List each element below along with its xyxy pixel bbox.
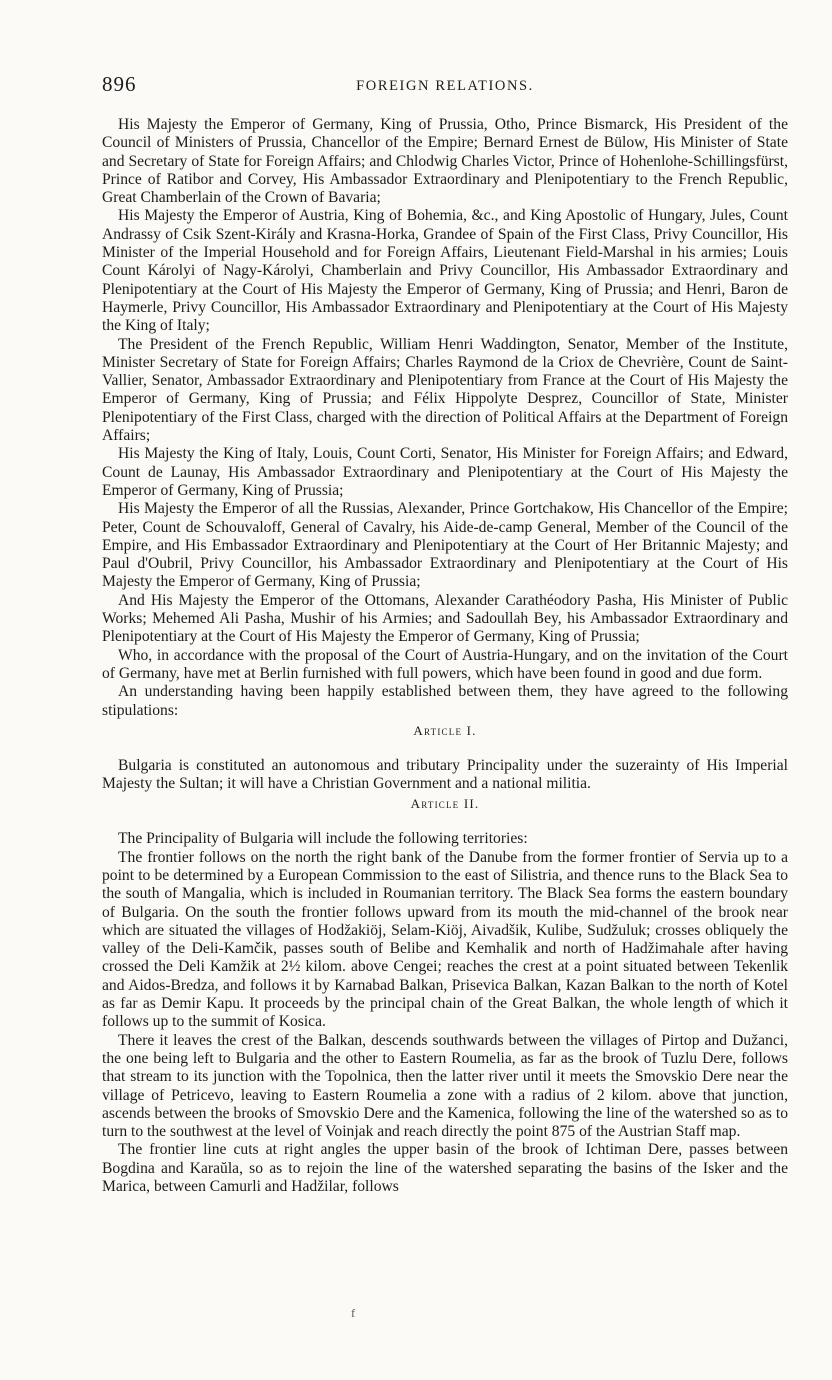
paragraph: His Majesty the Emperor of Austria, King of Bohemia, &c., and King Apostolic of Hungary, Jules, Count Andrassy of Csik Szent-Király and Krasna-Horka, Grandee of Spain of the First Class, Privy Councillor, His Minister of the Imperial Household and for Foreign Affairs, Lieutenant Field-Marshal in his armies; Louis Count Károlyi of Nagy-Károlyi, Chamberlain and Privy Councillor, His Ambassador Extraordinary and Plenipotentiary at the Court of His Majesty the Emperor of Germany, King of Prussia; and Henri, Baron de Haymerle, Privy Councillor, His Ambassador Extraordinary and Plenipotentiary at the Court of His Majesty the King of Italy;: [102, 207, 788, 335]
paragraph: Who, in accordance with the proposal of the Court of Austria-Hungary, and on the invitation of the Court of Germany, have met at Berlin furnished with full powers, which have been found in good and due form.: [102, 646, 788, 682]
paragraph: The frontier follows on the north the right bank of the Danube from the former frontier of Servia up to a point to be determined by a European Commission to the east of Silistria, and thence runs to the Black Sea to the south of Mangalia, which is included in Roumanian territory. The Black Sea forms the eastern boundary of Bulgaria. On the south the frontier follows upward from its mouth the mid-channel of the brook near which are situated the villages of Hodžakiöj, Selam-Kiöj, Aivadšik, Kulibe, Sudžuluk; crosses obliquely the valley of the Deli-Kamčik, passes south of Belibe and Kemhalik and north of Hadžimahale after having crossed the Deli Kamžik at 2½ kilom. above Cengei; reaches the crest at a point situated between Tekenlik and Aidos-Bredza, and follows it by Karnabad Balkan, Prisevica Balkan, Kazan Balkan to the north of Kotel as far as Demir Kapu. It proceeds by the principal chain of the Great Balkan, the whole length of which it follows up to the summit of Kosica.: [102, 848, 788, 1031]
paragraph: The frontier line cuts at right angles the upper basin of the brook of Ichtiman Dere, passes between Bogdina and Karaŭla, so as to rejoin the line of the watershed separating the basins of the Isker and the Marica, between Camurli and Hadžilar, follows: [102, 1141, 788, 1196]
paragraph: Bulgaria is constituted an autonomous and tributary Principality under the suzerainty of His Imperial Majesty the Sultan; it will have a Christian Government and a national militia.: [102, 756, 788, 793]
article-heading: Article II.: [410, 796, 480, 812]
paragraph: There it leaves the crest of the Balkan, descends southwards between the villages of Pirtop and Dužanci, the one being left to Bulgaria and the other to Eastern Roumelia, as far as the brook of Tuzlu Dere, follows that stream to its junction with the Topolnica, then the latter river until it meets the Smovskio Dere near the village of Petricevo, leaving to Eastern Roumelia a zone with a radius of 2 kilom. above that junction, ascends between the brooks of Smovskio Dere and the Kamenica, following the line of the watershed so as to turn to the southwest at the level of Voinjak and reach directly the point 875 of the Austrian Staff map.: [102, 1031, 788, 1141]
article-2: [102, 796, 788, 1196]
page-header: [102, 72, 788, 102]
signature-mark: f: [351, 1306, 355, 1320]
article-1: [102, 723, 788, 794]
preamble: [102, 116, 788, 720]
paragraph: His Majesty the Emperor of Germany, King of Prussia, Otho, Prince Bismarck, His President of the Council of Ministers of Prussia, Chancellor of the Empire; Bernard Ernest de Bülow, His Minister of State and Secretary of State for Foreign Affairs; and Chlodwig Charles Victor, Prince of Hohenlohe-Schillingsfürst, Prince of Ratibor and Corvey, His Ambassador Extraordinary and Plenipotentiary to the French Republic, Great Chamberlain of the Crown of Bavaria;: [102, 116, 788, 207]
article-heading: Article I.: [413, 722, 477, 738]
paragraph: The Principality of Bulgaria will include the following territories:: [118, 830, 528, 848]
page-number: 896: [102, 72, 137, 96]
paragraph: An understanding having been happily established between them, they have agreed to the following stipulations:: [102, 683, 788, 719]
paragraph: His Majesty the King of Italy, Louis, Count Corti, Senator, His Minister for Foreign Affairs; and Edward, Count de Launay, His Ambassador Extraordinary and Plenipotentiary at the Court of His Majesty the Emperor of Germany, King of Prussia;: [102, 445, 788, 499]
paragraph: And His Majesty the Emperor of the Ottomans, Alexander Carathéodory Pasha, His Minister of Public Works; Mehemed Ali Pasha, Mushir of his Armies; and Sadoullah Bey, his Ambassador Extraordinary and Plenipotentiary at the Court of His Majesty the Emperor of Germany, King of Prussia;: [102, 591, 788, 646]
paragraph: The President of the French Republic, William Henri Waddington, Senator, Member of the Institute, Minister Secretary of State for Foreign Affairs; Charles Raymond de la Criox de Chevrière, Count de Saint-Vallier, Senator, Ambassador Extraordinary and Plenipotentiary from France at the Court of His Majesty the Emperor of Germany, King of Prussia; and Félix Hippolyte Desprez, Councillor of State, Minister Plenipotentiary of the First Class, charged with the direction of Political Affairs at the Department of Foreign Affairs;: [102, 335, 788, 445]
running-title: FOREIGN RELATIONS.: [356, 78, 534, 94]
paragraph: His Majesty the Emperor of all the Russias, Alexander, Prince Gortchakow, His Chancellor of the Empire; Peter, Count de Schouvaloff, General of Cavalry, his Aide-de-camp General, Member of the Council of the Empire, and His Embassador Extraordinary and Plenipotentiary at the Court of Her Britannic Majesty; and Paul d'Oubril, Privy Councillor, his Ambassador Extraordinary and Plenipotentiary at the Court of His Majesty the Emperor of Germany, King of Prussia;: [102, 500, 788, 591]
